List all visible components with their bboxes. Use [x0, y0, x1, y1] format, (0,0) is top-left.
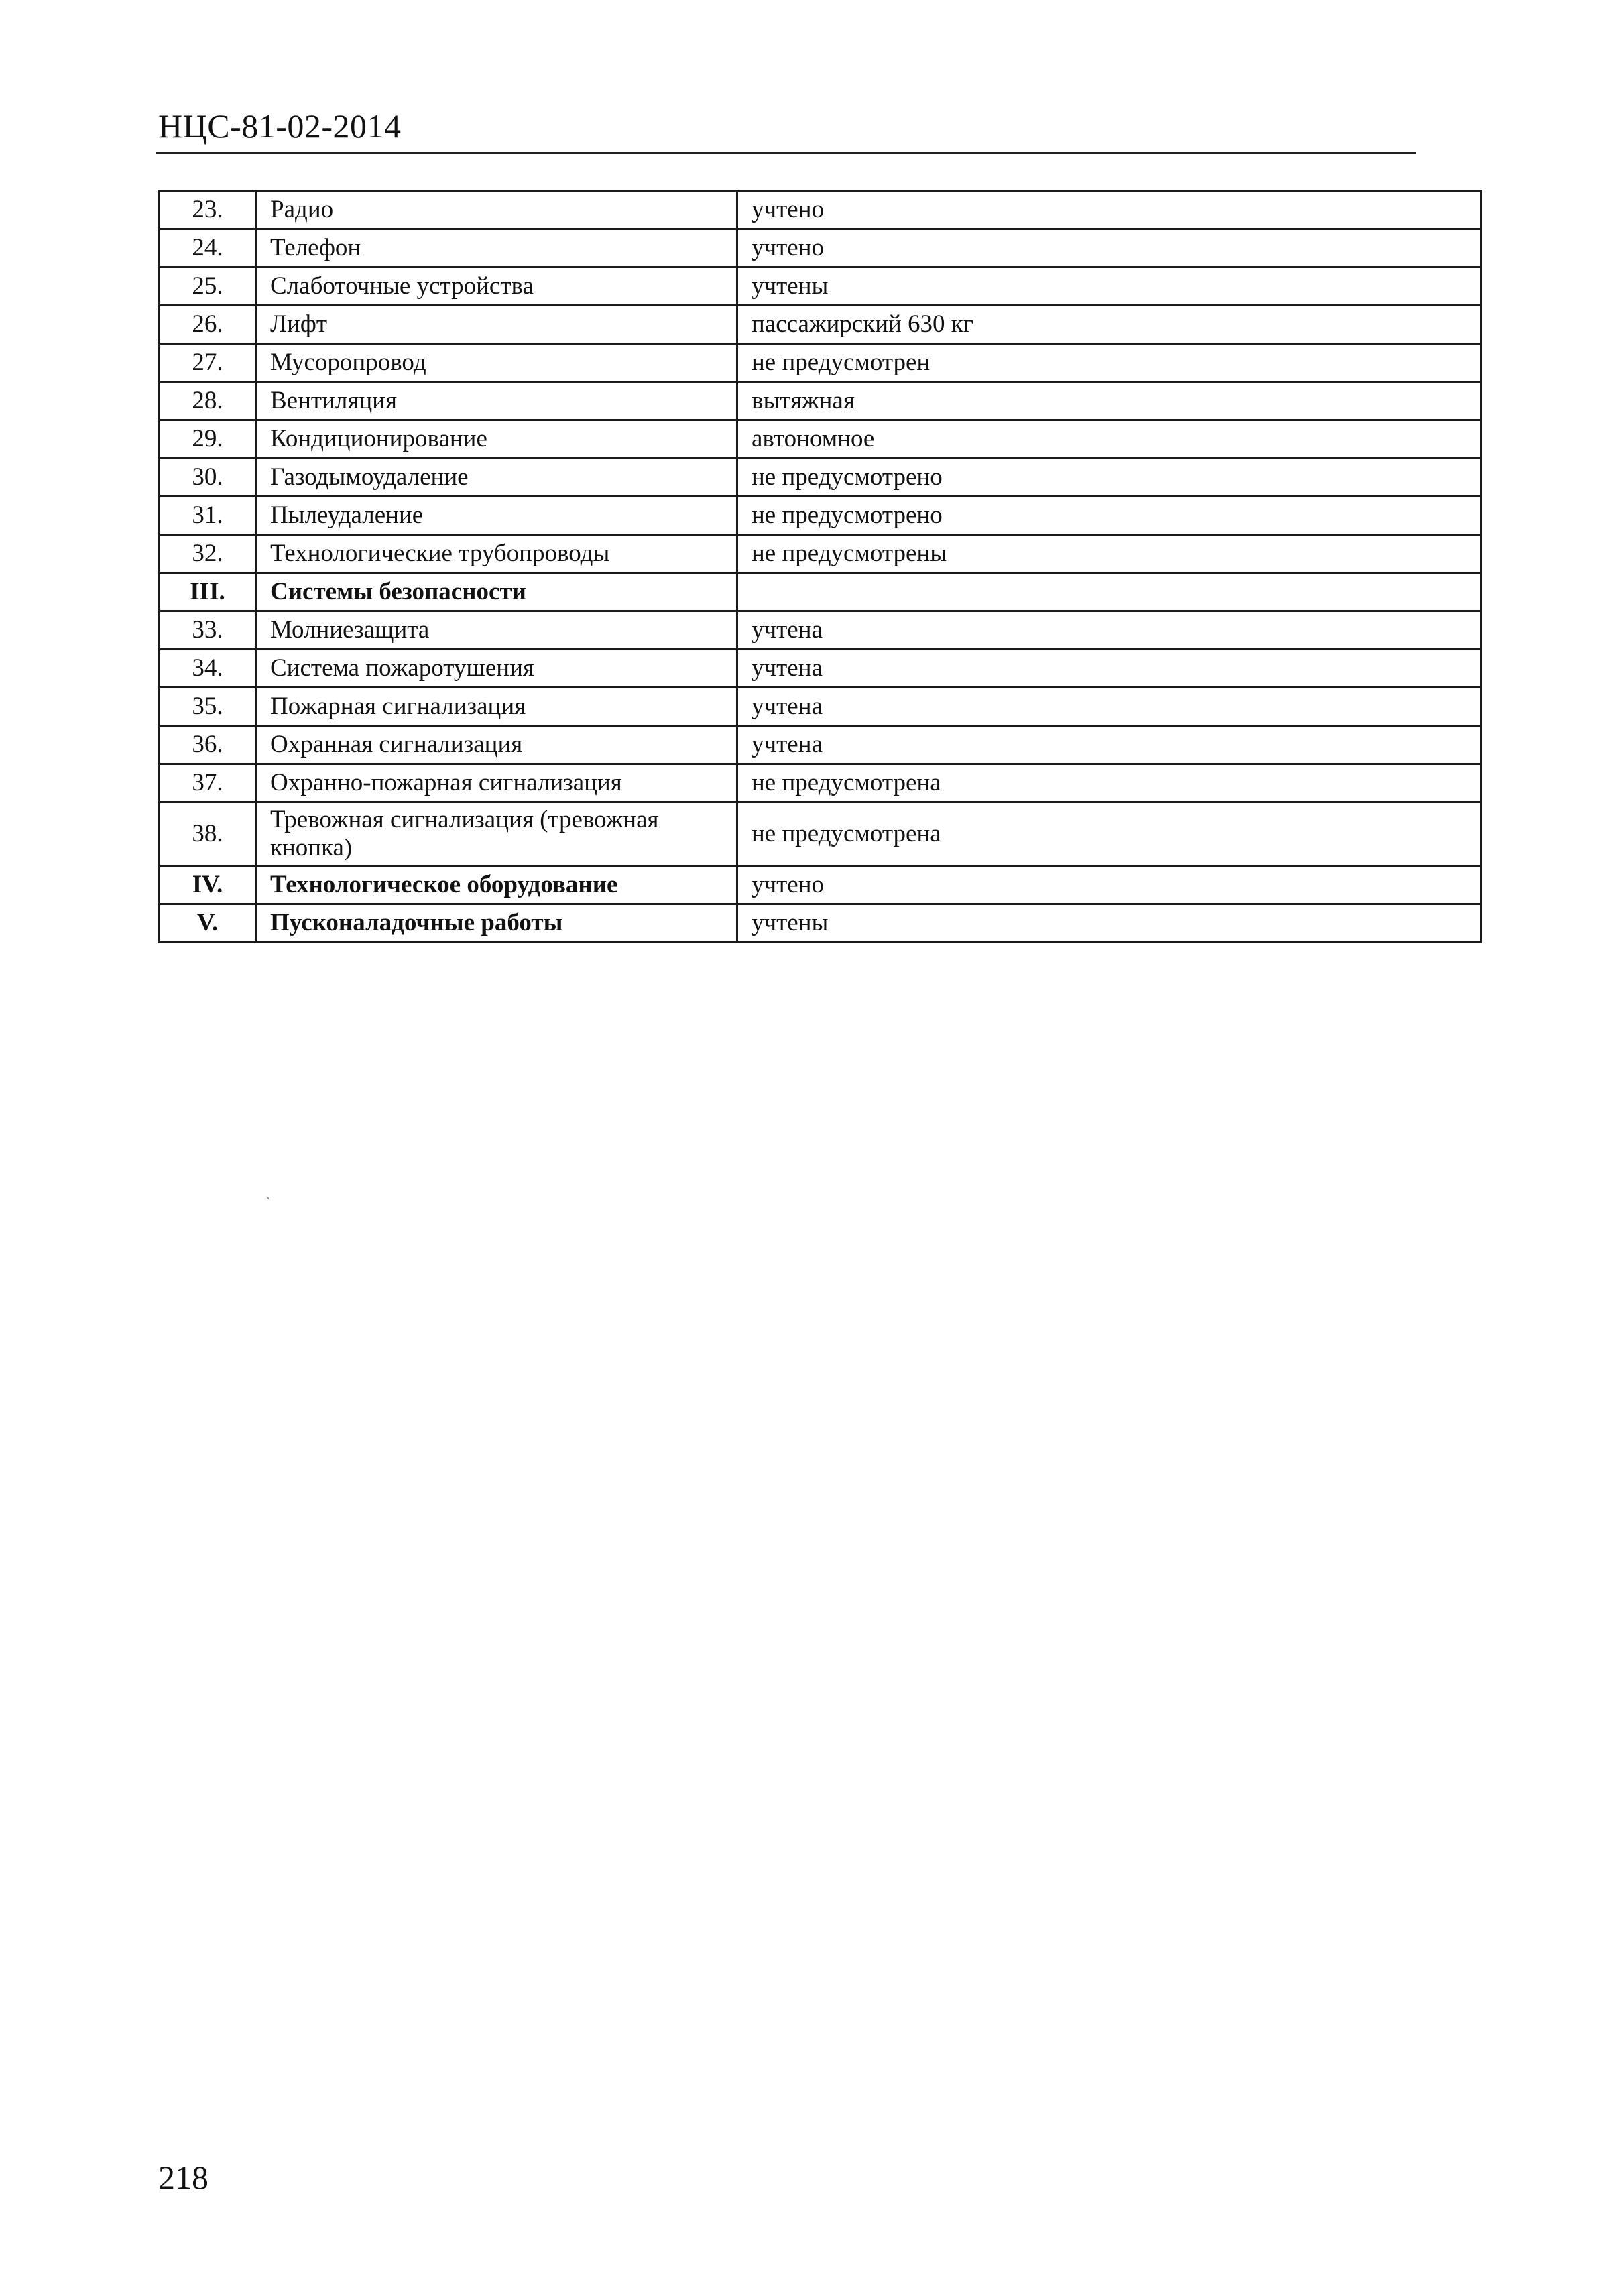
table-row	[160, 726, 1482, 764]
row-name-cell: Пожарная сигнализация	[256, 688, 737, 726]
row-name-cell: Технологические трубопроводы	[256, 535, 737, 573]
row-name-cell: Системы безопасности	[256, 573, 737, 611]
row-number-cell: 32.	[160, 535, 256, 573]
row-name-cell: Вентиляция	[256, 382, 737, 420]
table-row	[160, 688, 1482, 726]
row-name-cell: Технологическое оборудование	[256, 866, 737, 904]
table-row	[160, 650, 1482, 688]
row-number-cell: IV.	[160, 866, 256, 904]
row-name-cell: Мусоропровод	[256, 344, 737, 382]
table-row	[160, 382, 1482, 420]
document-code-header: НЦС-81-02-2014	[158, 107, 402, 145]
table-row	[160, 535, 1482, 573]
row-value-cell: пассажирский 630 кг	[737, 306, 1482, 344]
row-value-cell: учтены	[737, 267, 1482, 306]
row-number-cell: 24.	[160, 229, 256, 267]
row-name-cell: Охранно-пожарная сигнализация	[256, 764, 737, 802]
row-value-cell: автономное	[737, 420, 1482, 459]
table-section-row	[160, 904, 1482, 943]
row-value-cell: не предусмотрены	[737, 535, 1482, 573]
row-number-cell: 34.	[160, 650, 256, 688]
row-number-cell: 31.	[160, 497, 256, 535]
row-name-cell: Слаботочные устройства	[256, 267, 737, 306]
row-number-cell: 37.	[160, 764, 256, 802]
row-number-cell: 33.	[160, 611, 256, 650]
row-value-cell: учтено	[737, 191, 1482, 229]
table-section-row	[160, 573, 1482, 611]
table-row	[160, 420, 1482, 459]
table-row	[160, 459, 1482, 497]
header-divider	[156, 152, 1416, 154]
table-row	[160, 764, 1482, 802]
row-name-cell: Пусконаладочные работы	[256, 904, 737, 943]
row-value-cell: учтено	[737, 866, 1482, 904]
row-value-cell: не предусмотрено	[737, 497, 1482, 535]
row-name-cell: Система пожаротушения	[256, 650, 737, 688]
row-number-cell: 36.	[160, 726, 256, 764]
row-value-cell: не предусмотрена	[737, 802, 1482, 866]
row-name-cell: Пылеудаление	[256, 497, 737, 535]
row-value-cell: учтена	[737, 650, 1482, 688]
row-name-cell: Молниезащита	[256, 611, 737, 650]
row-value-cell: учтена	[737, 688, 1482, 726]
table-row	[160, 497, 1482, 535]
row-number-cell: 23.	[160, 191, 256, 229]
table-row	[160, 611, 1482, 650]
table-row	[160, 306, 1482, 344]
row-number-cell: 25.	[160, 267, 256, 306]
row-number-cell: 27.	[160, 344, 256, 382]
row-value-cell: учтены	[737, 904, 1482, 943]
row-name-cell: Радио	[256, 191, 737, 229]
row-value-cell: не предусмотрено	[737, 459, 1482, 497]
row-value-cell	[737, 573, 1482, 611]
row-number-cell: 30.	[160, 459, 256, 497]
table-row	[160, 344, 1482, 382]
table-section-row	[160, 866, 1482, 904]
row-name-cell: Кондиционирование	[256, 420, 737, 459]
row-value-cell: не предусмотрена	[737, 764, 1482, 802]
row-name-cell: Лифт	[256, 306, 737, 344]
row-number-cell: III.	[160, 573, 256, 611]
table-row	[160, 267, 1482, 306]
specification-table	[158, 190, 1482, 943]
row-number-cell: 29.	[160, 420, 256, 459]
table-row	[160, 229, 1482, 267]
row-number-cell: V.	[160, 904, 256, 943]
row-number-cell: 26.	[160, 306, 256, 344]
row-name-cell: Телефон	[256, 229, 737, 267]
row-value-cell: учтена	[737, 726, 1482, 764]
specification-table-body	[160, 191, 1482, 943]
row-number-cell: 38.	[160, 802, 256, 866]
row-value-cell: учтена	[737, 611, 1482, 650]
row-name-cell: Охранная сигнализация	[256, 726, 737, 764]
table-row	[160, 802, 1482, 866]
row-value-cell: не предусмотрен	[737, 344, 1482, 382]
row-name-cell: Тревожная сигнализация (тревожная кнопка)	[256, 802, 737, 866]
row-value-cell: вытяжная	[737, 382, 1482, 420]
row-name-cell: Газодымоудаление	[256, 459, 737, 497]
row-number-cell: 35.	[160, 688, 256, 726]
table-row	[160, 191, 1482, 229]
row-number-cell: 28.	[160, 382, 256, 420]
page-number: 218	[158, 2159, 208, 2196]
scan-artifact-dot	[267, 1197, 269, 1199]
row-value-cell: учтено	[737, 229, 1482, 267]
